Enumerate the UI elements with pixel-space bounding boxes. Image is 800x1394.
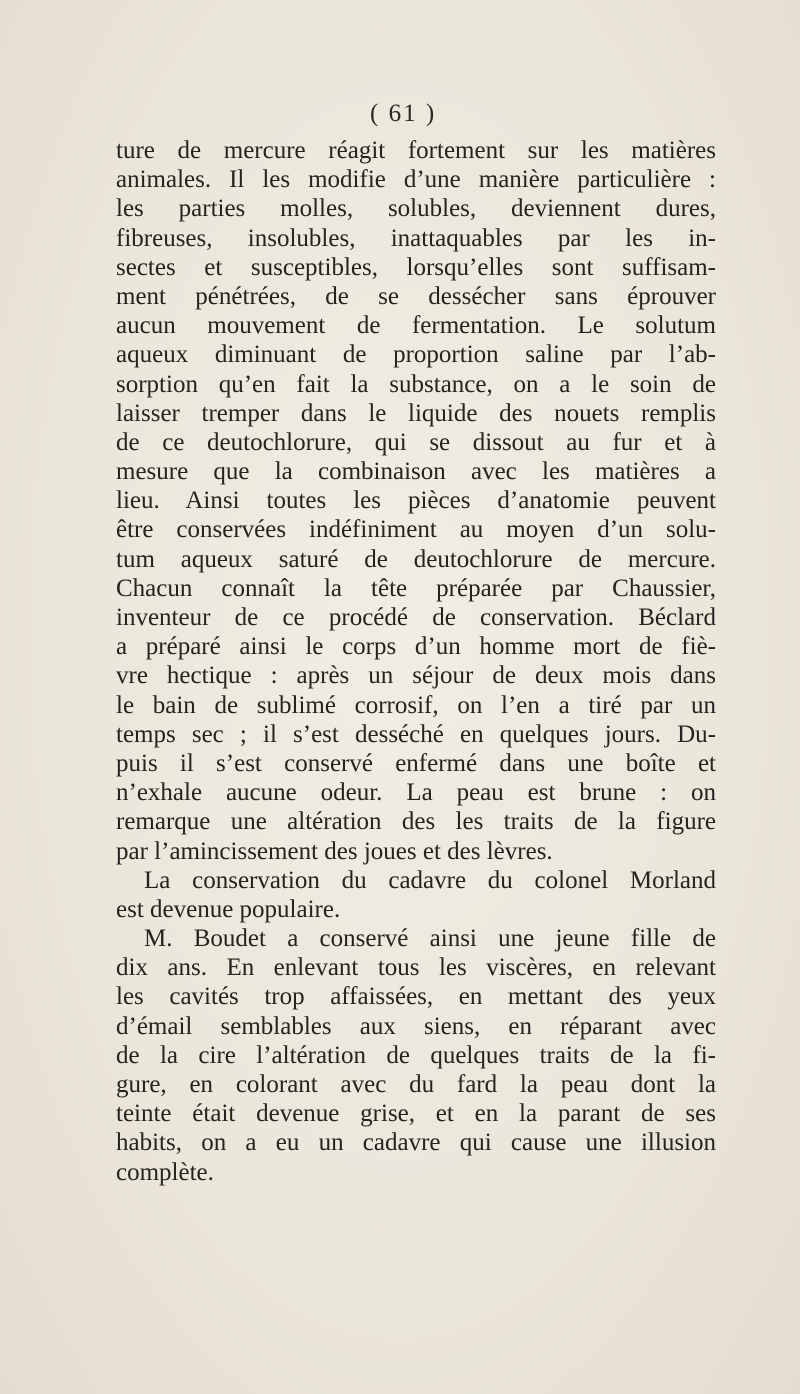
text-line: les cavités trop affaissées, en mettant des yeux [116, 983, 716, 1011]
text-line: animales. Il les modifie d’une manière particulière : [116, 166, 716, 194]
text-line: sectes et susceptibles, lorsqu’elles sont suffisam- [116, 253, 716, 281]
text-line: mesure que la combinaison avec les matières a [116, 458, 716, 486]
page-number: ( 61 ) [370, 100, 437, 127]
text-line: d’émail semblables aux siens, en réparant avec [116, 1012, 716, 1040]
text-line: de ce deutochlorure, qui se dissout au fur et à [116, 428, 716, 456]
body-text [116, 136, 716, 1187]
text-line: teinte était devenue grise, et en la parant de ses [116, 1100, 716, 1128]
text-line: aucun mouvement de fermentation. Le solutum [116, 312, 716, 340]
text-line: le bain de sublimé corrosif, on l’en a tiré par un [116, 691, 716, 719]
text-line: habits, on a eu un cadavre qui cause une illusion [116, 1129, 716, 1157]
text-line: dix ans. En enlevant tous les viscères, en relevant [116, 954, 716, 982]
text-line: n’exhale aucune odeur. La peau est brune : on [116, 779, 716, 807]
text-line: être conservées indéfiniment au moyen d’un solu- [116, 516, 716, 544]
text-line: par l’amincissement des joues et des lèvres. [116, 837, 553, 865]
text-line: temps sec ; il s’est desséché en quelques jours. Du- [116, 720, 716, 748]
text-line: les parties molles, solubles, deviennent dures, [116, 195, 716, 223]
text-line: sorption qu’en fait la substance, on a le soin de [116, 370, 716, 398]
text-line: fibreuses, insolubles, inattaquables par les in- [116, 224, 716, 252]
text-line: aqueux diminuant de proportion saline par l’ab- [116, 341, 716, 369]
text-line: ture de mercure réagit fortement sur les matières [116, 137, 716, 164]
text-line: vre hectique : après un séjour de deux mois dans [116, 662, 716, 690]
text-line: est devenue populaire. [116, 895, 341, 923]
text-line: Chacun connaît la tête préparée par Chaussier, [116, 574, 716, 602]
text-line: La conservation du cadavre du colonel Morland [144, 866, 716, 894]
text-line: remarque une altération des les traits de la figure [116, 808, 716, 836]
text-line: a préparé ainsi le corps d’un homme mort de fiè- [116, 633, 716, 661]
text-line: laisser tremper dans le liquide des nouets remplis [116, 399, 716, 427]
text-line: inventeur de ce procédé de conservation. Béclard [116, 604, 716, 631]
text-line: M. Boudet a conservé ainsi une jeune fille de [144, 925, 716, 953]
text-line: gure, en colorant avec du fard la peau dont la [116, 1071, 716, 1098]
text-line: de la cire l’altération de quelques traits de la fi- [116, 1041, 716, 1069]
text-line: lieu. Ainsi toutes les pièces d’anatomie peuvent [116, 487, 716, 515]
text-line: ment pénétrées, de se dessécher sans éprouver [116, 282, 716, 310]
text-line: complète. [116, 1158, 214, 1186]
text-line: tum aqueux saturé de deutochlorure de mercure. [116, 545, 716, 573]
text-line: puis il s’est conservé enfermé dans une boîte et [116, 749, 716, 777]
